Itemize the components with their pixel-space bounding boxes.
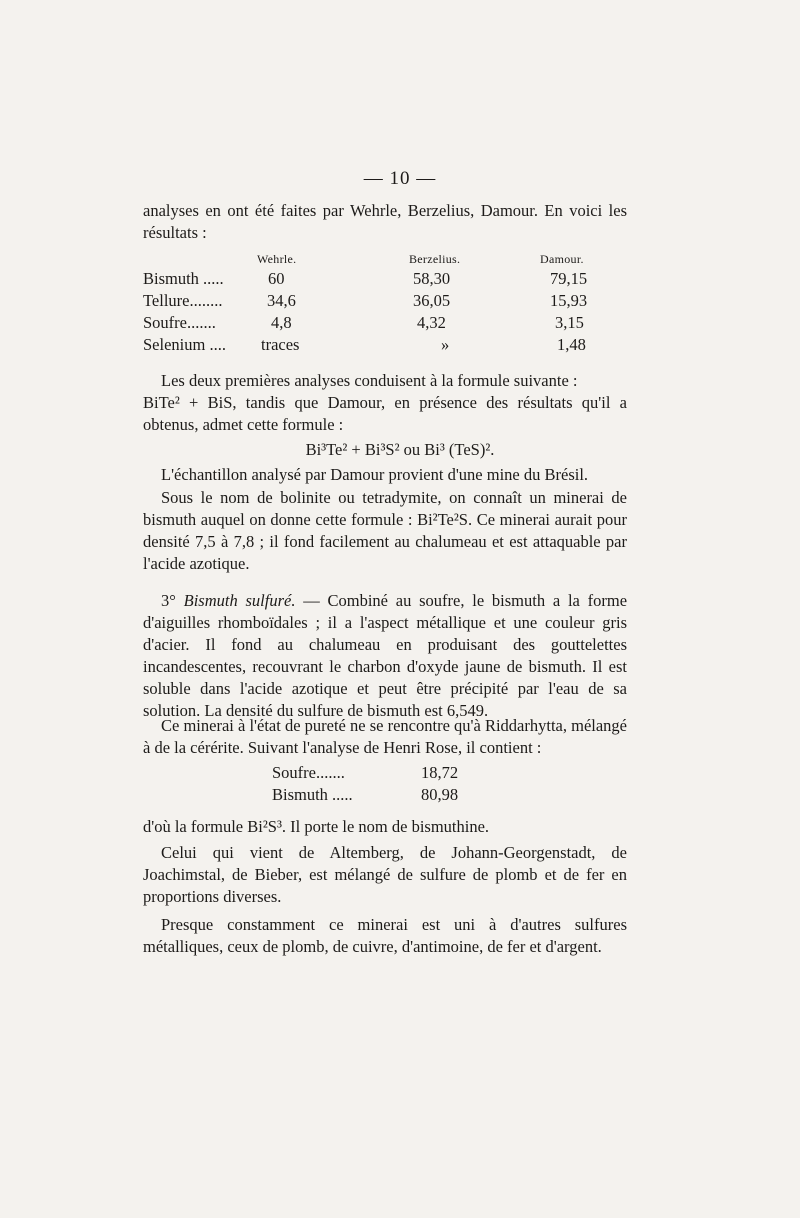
- row-value-wehrle: 4,8: [271, 313, 292, 332]
- row-label: Selenium ....: [143, 335, 226, 354]
- row-value: 80,98: [421, 785, 459, 804]
- page-number: — 10 —: [363, 168, 437, 189]
- presque-paragraph: [143, 914, 627, 958]
- table-row: [143, 334, 627, 356]
- row-label: Soufre.......: [272, 763, 345, 782]
- altemberg-text: Celui qui vient de Altemberg, de Johann-Georgenstadt, de Joachimstal, de Bieber, est mélangé de sulfure de plomb et de fer en proportions diverses.: [143, 843, 627, 906]
- table-row: [143, 762, 627, 784]
- table-row: [143, 784, 627, 806]
- rose-analysis-table: [143, 762, 627, 810]
- row-value-wehrle: 60: [268, 269, 285, 288]
- row-label: Bismuth .....: [143, 269, 224, 288]
- row-value-damour: 3,15: [555, 313, 584, 332]
- row-value-damour: 1,48: [557, 335, 586, 354]
- table-header-berzelius: Berzelius.: [409, 252, 461, 266]
- altemberg-paragraph: [143, 842, 627, 908]
- sample-text: L'échantillon analysé par Damour provient d'une mine du Brésil.: [161, 465, 589, 484]
- table-row: [143, 290, 627, 312]
- bolinite-paragraph: [143, 487, 627, 575]
- row-value-berzelius: 58,30: [413, 269, 451, 288]
- formula-continuation: BiTe² + BiS, tandis que Damour, en présence des résultats qu'il a obtenus, admet cette formule :: [143, 393, 627, 434]
- row-value-damour: 15,93: [550, 291, 588, 310]
- riddarhytta-text: Ce minerai à l'état de pureté ne se rencontre qu'à Riddarhytta, mélangé à de la cérérite. Suivant l'analyse de Henri Rose, il contient :: [143, 716, 627, 757]
- row-value-berzelius: »: [441, 335, 450, 354]
- intro-text: analyses en ont été faites par Wehrle, Berzelius, Damour. En voici les résultats :: [143, 201, 627, 242]
- section-number: 3°: [161, 591, 176, 610]
- row-value-berzelius: 36,05: [413, 291, 451, 310]
- sulfure-text: — Combiné au soufre, le bismuth a la forme d'aiguilles rhomboïdales ; il a l'aspect métallique et une couleur gris d'acier. Il fond au chalumeau en produisant des gouttelettes incandescentes, recouvrant le charbon d'oxyde jaune de bismuth. Il est soluble dans l'acide azotique et peut être précipité par l'eau de sa solution. La densité du sulfure de bismuth est 6,549.: [143, 591, 628, 720]
- presque-text: Presque constamment ce minerai est uni à d'autres sulfures métalliques, ceux de plomb, de cuivre, d'antimoine, de fer et d'argent.: [143, 915, 627, 956]
- table-row: [143, 312, 627, 334]
- row-value-damour: 79,15: [550, 269, 588, 288]
- sulfure-paragraph: [143, 590, 627, 722]
- intro-paragraph: [143, 200, 627, 244]
- table-row: [143, 268, 627, 290]
- riddarhytta-paragraph: [143, 715, 627, 759]
- row-label: Tellure........: [143, 291, 223, 310]
- row-value: 18,72: [421, 763, 459, 782]
- bismuthine-text: d'où la formule Bi²S³. Il porte le nom de bismuthine.: [143, 817, 490, 836]
- bolinite-text: Sous le nom de bolinite ou tetradymite, on connaît un minerai de bismuth auquel on donne cette formule : Bi²Te²S. Ce minerai aurait pour densité 7,5 à 7,8 ; il fond facilement au chalumeau et est attaquable par l'acide azotique.: [143, 488, 627, 573]
- row-value-berzelius: 4,32: [417, 313, 446, 332]
- row-label: Bismuth .....: [272, 785, 353, 804]
- analysis-table: [143, 252, 627, 372]
- bismuthine-paragraph: [143, 816, 627, 838]
- formula-paragraph: [143, 370, 627, 436]
- formula-damour: Bi³Te² + Bi³S² ou Bi³ (TeS)².: [305, 440, 495, 459]
- formula-intro: Les deux premières analyses conduisent à la formule suivante :: [161, 371, 578, 390]
- sample-paragraph: [143, 464, 627, 486]
- row-value-wehrle: 34,6: [267, 291, 296, 310]
- table-header-damour: Damour.: [540, 252, 584, 266]
- section-title: Bismuth sulfuré.: [183, 591, 296, 610]
- row-label: Soufre.......: [143, 313, 216, 332]
- row-value-wehrle: traces: [261, 335, 300, 354]
- table-header-wehrle: Wehrle.: [257, 252, 297, 266]
